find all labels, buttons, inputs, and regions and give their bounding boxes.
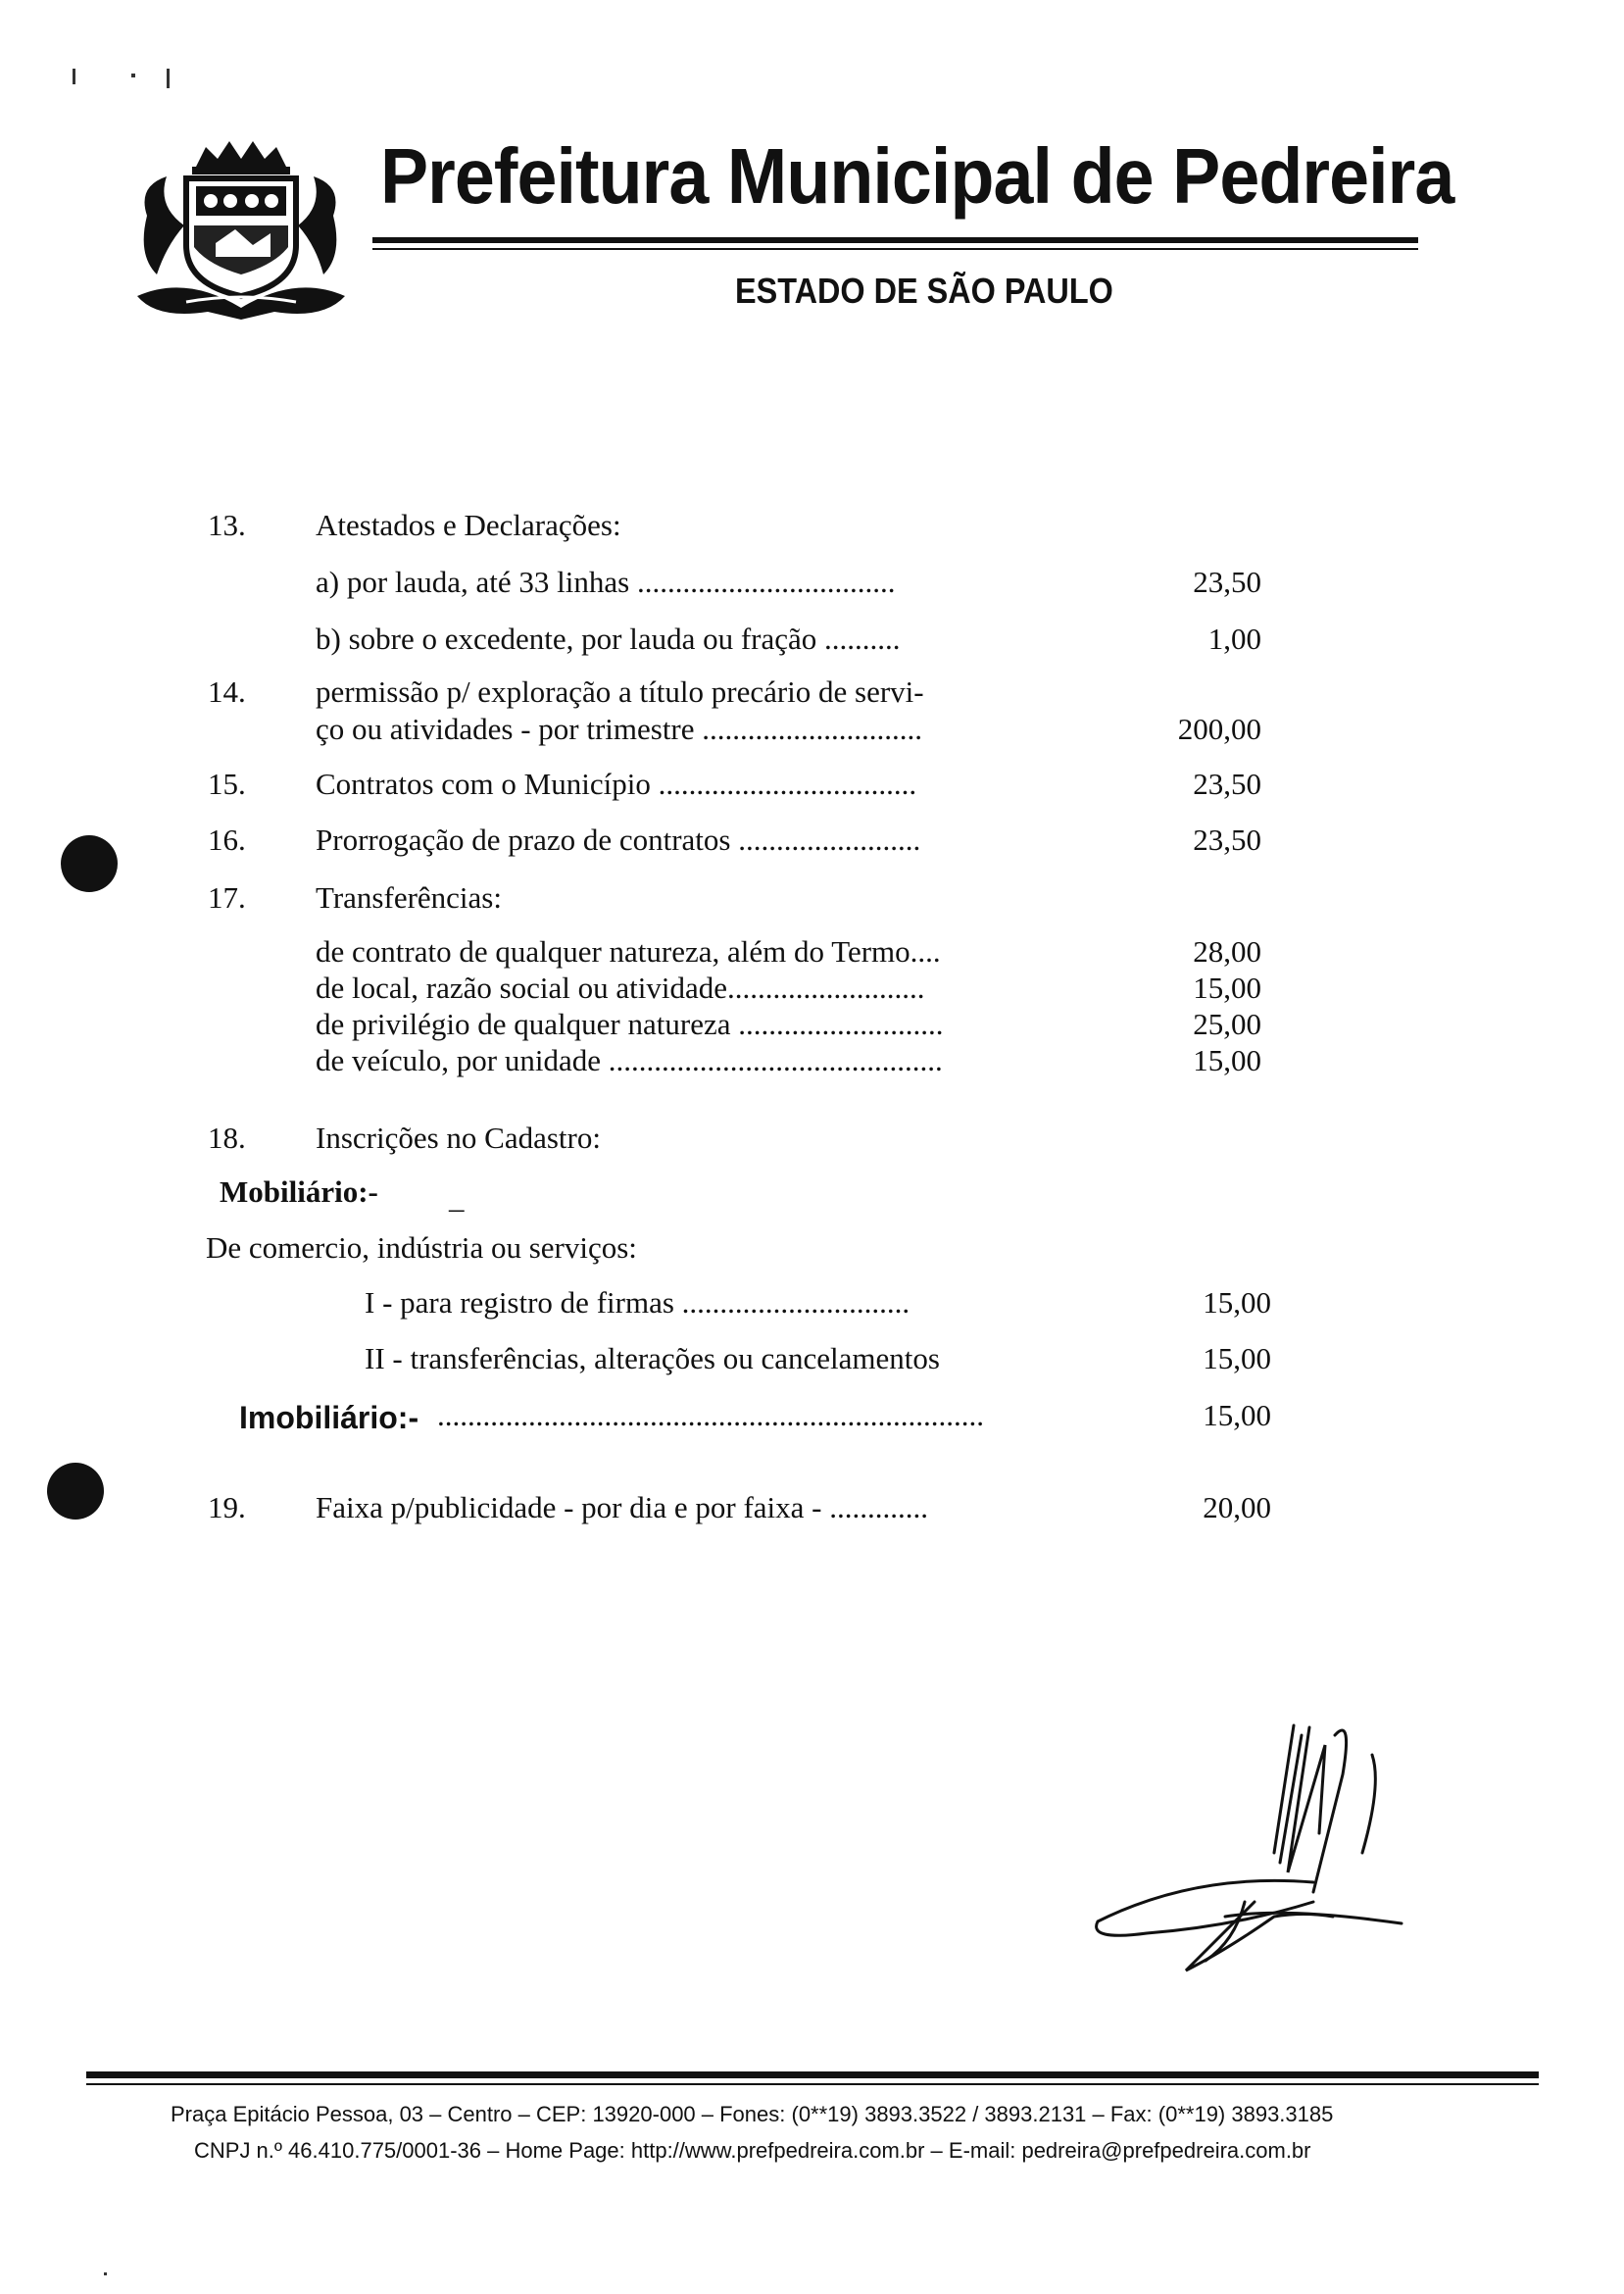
scan-speck <box>167 69 170 88</box>
item-13b-text: b) sobre o excedente, por lauda ou fração .......... <box>316 622 901 656</box>
punch-hole-mark <box>61 835 118 892</box>
mobiliario-mark: _ <box>449 1180 465 1215</box>
header-divider-thin <box>372 248 1418 250</box>
item-17-number: 17. <box>208 880 246 915</box>
page-title: Prefeitura Municipal de Pedreira <box>380 132 1454 220</box>
footer-divider <box>86 2071 1539 2078</box>
item-17-row-1: de contrato de qualquer natureza, além do Termo.... <box>316 934 941 969</box>
item-14-value: 200,00 <box>1177 712 1261 746</box>
item-17-row-3: de privilégio de qualquer natureza ........................... <box>316 1007 944 1041</box>
item-16-number: 16. <box>208 823 246 857</box>
item-13a-value: 23,50 <box>1193 565 1261 599</box>
scan-speck <box>131 74 135 77</box>
mobiliario-label: Mobiliário:- <box>220 1174 378 1209</box>
imobiliario-label: Imobiliário:- <box>239 1400 419 1435</box>
item-14-line2: ço ou atividades - por trimestre ............................. <box>316 712 923 746</box>
item-17-row-4-value: 15,00 <box>1193 1043 1261 1077</box>
item-18-row-2-value: 15,00 <box>1203 1341 1271 1375</box>
comercio-label: De comercio, indústria ou serviços: <box>206 1230 637 1265</box>
item-16-value: 23,50 <box>1193 823 1261 857</box>
footer-divider-thin <box>86 2083 1539 2085</box>
municipal-coat-of-arms-icon <box>127 127 353 324</box>
handwritten-signature <box>1078 1706 1411 1980</box>
item-15-number: 15. <box>208 767 246 801</box>
item-17-row-4: de veículo, por unidade ............................................ <box>316 1043 943 1077</box>
footer-address: Praça Epitácio Pessoa, 03 – Centro – CEP: 13920-000 – Fones: (0**19) 3893.3522 / 3893.2131 – Fax: (0**19) 3893.3185 <box>171 2102 1334 2126</box>
item-19-number: 19. <box>208 1490 246 1524</box>
item-17-row-2: de local, razão social ou atividade.......................... <box>316 971 925 1005</box>
scan-speck <box>73 69 75 84</box>
item-15-value: 23,50 <box>1193 767 1261 801</box>
item-18-label: Inscrições no Cadastro: <box>316 1121 601 1155</box>
item-13a-text: a) por lauda, até 33 linhas .................................. <box>316 565 896 599</box>
item-13-label: Atestados e Declarações: <box>316 508 621 542</box>
item-15-text: Contratos com o Município .................................. <box>316 767 917 801</box>
item-17-row-3-value: 25,00 <box>1193 1007 1261 1041</box>
page-subtitle: ESTADO DE SÃO PAULO <box>735 271 1113 311</box>
header-divider <box>372 237 1418 243</box>
item-13b-value: 1,00 <box>1207 622 1261 656</box>
item-18-row-1-value: 15,00 <box>1203 1285 1271 1320</box>
item-14-line1: permissão p/ exploração a título precário de servi- <box>316 674 924 709</box>
item-18-number: 18. <box>208 1121 246 1155</box>
punch-hole-mark <box>47 1463 104 1520</box>
item-19-text: Faixa p/publicidade - por dia e por faixa - ............. <box>316 1490 928 1524</box>
imobiliario-value: 15,00 <box>1203 1398 1271 1432</box>
scan-speck <box>104 2272 107 2275</box>
item-18-row-2: II - transferências, alterações ou cancelamentos <box>365 1341 940 1375</box>
item-17-row-2-value: 15,00 <box>1193 971 1261 1005</box>
item-13-number: 13. <box>208 508 246 542</box>
item-19-value: 20,00 <box>1203 1490 1271 1524</box>
item-18-row-1: I - para registro de firmas .............................. <box>365 1285 910 1320</box>
imobiliario-leader: ........................................................................ <box>437 1398 984 1432</box>
item-14-number: 14. <box>208 674 246 709</box>
item-16-text: Prorrogação de prazo de contratos ........................ <box>316 823 921 857</box>
item-17-row-1-value: 28,00 <box>1193 934 1261 969</box>
item-17-label: Transferências: <box>316 880 502 915</box>
footer-contact: CNPJ n.º 46.410.775/0001-36 – Home Page: http://www.prefpedreira.com.br – E-mail: pedreira@prefpedreira.com.br <box>194 2138 1311 2163</box>
